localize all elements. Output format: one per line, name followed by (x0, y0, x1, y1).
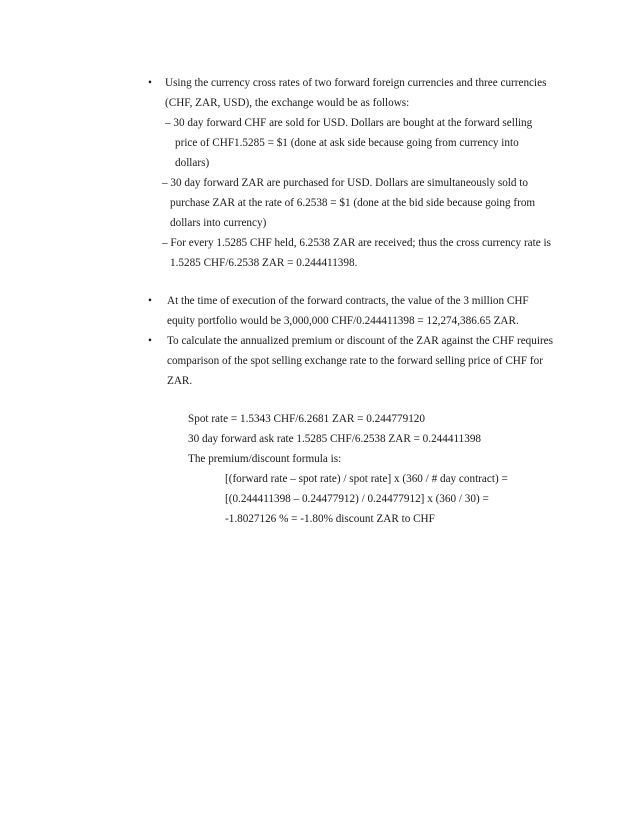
sub-item-3-line-1: – For every 1.5285 CHF held, 6.2538 ZAR are received; thus the cross currency rate is (162, 237, 551, 249)
bullet-3-line-1: To calculate the annualized premium or discount of the ZAR against the CHF requires (167, 335, 554, 347)
sub-item-2-line-1: – 30 day forward ZAR are purchased for USD. Dollars are simultaneously sold to (162, 177, 528, 189)
bullet-1-line-1: Using the currency cross rates of two forward foreign currencies and three currencies (165, 77, 547, 89)
sub-item-1-line-3: dollars) (175, 157, 210, 169)
spot-rate-line: Spot rate = 1.5343 CHF/6.2681 ZAR = 0.244779120 (188, 413, 425, 425)
bullet-3-line-2: comparison of the spot selling exchange rate to the forward selling price of CHF for (167, 355, 543, 367)
formula-title: The premium/discount formula is: (188, 453, 342, 465)
bullet-2-line-1: At the time of execution of the forward contracts, the value of the 3 million CHF (167, 295, 529, 307)
bullet-3-line-3: ZAR. (167, 375, 193, 387)
formula-result-line: -1.8027126 % = -1.80% discount ZAR to CHF (225, 513, 435, 525)
sub-item-2-line-3: dollars into currency) (170, 217, 267, 229)
sub-item-1-line-2: price of CHF1.5285 = $1 (done at ask side because going from currency into (175, 137, 519, 149)
formula-line-1: [(forward rate – spot rate) / spot rate] x (360 / # day contract) = (225, 473, 508, 485)
bullet-1-line-2: (CHF, ZAR, USD), the exchange would be as follows: (165, 97, 410, 109)
forward-rate-line: 30 day forward ask rate 1.5285 CHF/6.2538 ZAR = 0.244411398 (188, 433, 482, 445)
bullet-marker: • (148, 295, 152, 307)
bullet-2-line-2: equity portfolio would be 3,000,000 CHF/0.244411398 = 12,274,386.65 ZAR. (167, 315, 519, 327)
sub-item-1-line-1: – 30 day forward CHF are sold for USD. Dollars are bought at the forward selling (165, 117, 533, 129)
bullet-marker: • (148, 77, 152, 89)
sub-item-3-line-2: 1.5285 CHF/6.2538 ZAR = 0.244411398. (170, 257, 358, 269)
formula-line-2: [(0.244411398 – 0.24477912) / 0.24477912] x (360 / 30) = (225, 493, 489, 505)
bullet-marker: • (148, 335, 152, 347)
sub-item-2-line-2: purchase ZAR at the rate of 6.2538 = $1 (done at the bid side because going from (170, 197, 536, 209)
